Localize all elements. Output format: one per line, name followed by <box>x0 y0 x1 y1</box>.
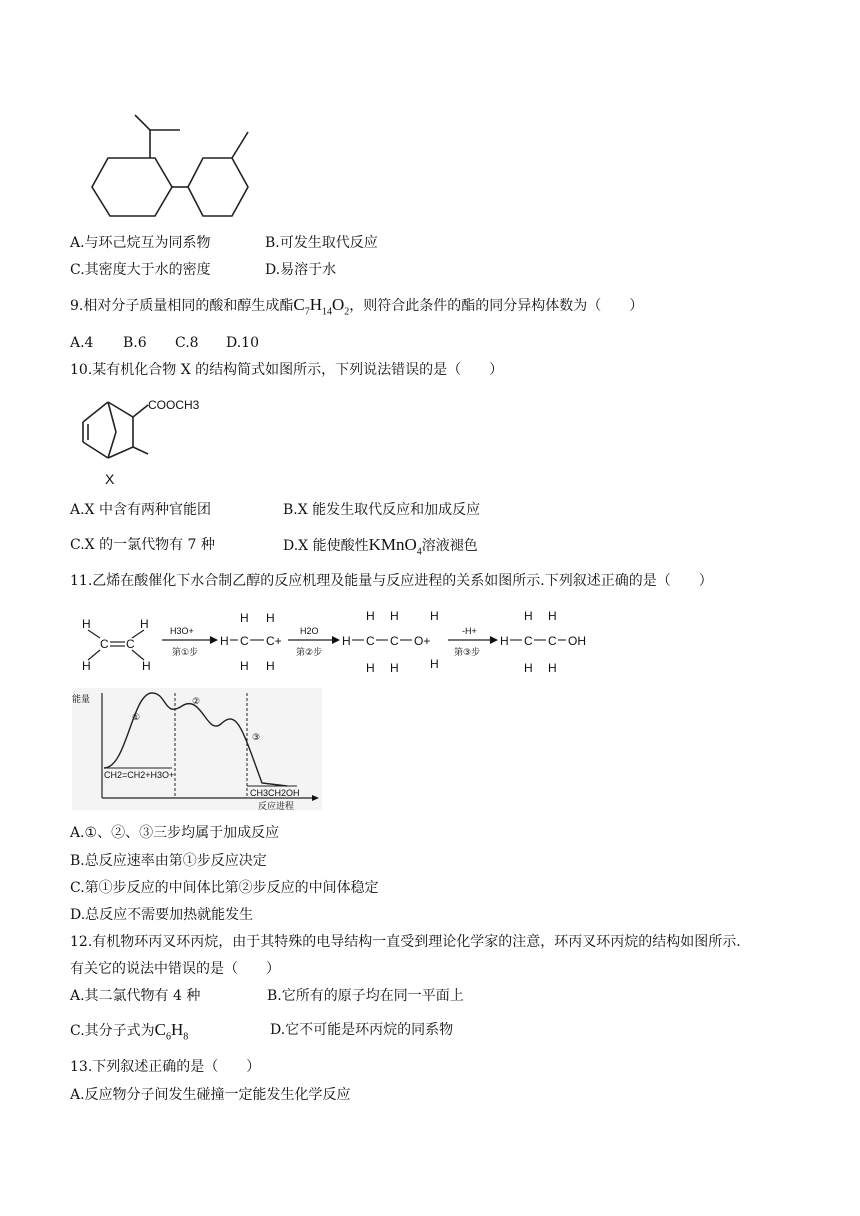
q9-option-a: A.4 <box>70 335 94 351</box>
q12-option-c <box>70 1021 188 1046</box>
svg-text:C: C <box>126 637 135 651</box>
svg-text:H: H <box>430 657 439 671</box>
q8-structure-figure <box>80 100 270 230</box>
q12-option-c-pre: C.其分子式为 <box>70 1023 155 1039</box>
q12-option-b: B.它所有的原子均在同一平面上 <box>267 988 464 1004</box>
q11-mechanism-scheme <box>70 600 590 680</box>
svg-text:C: C <box>240 634 249 648</box>
svg-text:H: H <box>220 634 229 648</box>
q12-stem-line2: 有关它的说法中错误的是（ ） <box>70 961 280 977</box>
q10-cooch3-label: COOCH3 <box>148 398 200 412</box>
q12-option-d: D.它不可能是环丙烷的同系物 <box>270 1022 454 1038</box>
svg-text:H: H <box>548 661 557 675</box>
svg-text:C: C <box>524 634 533 648</box>
svg-text:H: H <box>430 609 439 623</box>
step2-reagent: H2O <box>300 626 319 636</box>
q9-formula: $C_7H_{14}O_2$ <box>293 295 350 318</box>
svg-text:H: H <box>524 609 533 623</box>
svg-text:H: H <box>266 659 275 673</box>
svg-text:H: H <box>548 609 557 623</box>
svg-text:H: H <box>266 611 275 625</box>
q13-stem: 13.下列叙述正确的是（ ） <box>70 1059 261 1075</box>
svg-text:H: H <box>82 617 91 631</box>
progress-axis-label: 反应进程 <box>258 801 295 811</box>
energy-axis-label: 能量 <box>72 694 91 704</box>
q11-energy-diagram <box>72 688 322 810</box>
q10-stem: 10.某有机化合物 X 的结构简式如图所示，下列说法错误的是（ ） <box>70 362 504 378</box>
q12-stem-line1: 12.有机物环丙叉环丙烷，由于其特殊的电导结构一直受到理论化学家的注意，环丙叉环丙烷的结构如图所示. <box>70 934 741 950</box>
q9-stem <box>70 296 643 321</box>
svg-text:H: H <box>82 659 91 673</box>
q10-option-d-pre: D.X 能使酸性 <box>283 538 369 554</box>
step2-label: 第②步 <box>296 647 323 657</box>
q10-option-b: B.X 能发生取代反应和加成反应 <box>283 502 481 518</box>
q9-option-c: C.8 <box>175 335 199 351</box>
q9-stem-pre: 9.相对分子质量相同的酸和醇生成酯 <box>70 298 294 314</box>
svg-text:H: H <box>524 661 533 675</box>
q8-option-a: A.与环己烷互为同系物 <box>70 235 211 251</box>
product-label: CH3CH2OH <box>250 788 300 798</box>
q11-option-d: D.总反应不需要加热就能发生 <box>70 907 254 923</box>
svg-text:C: C <box>100 637 109 651</box>
q11-option-a: A.①、②、③三步均属于加成反应 <box>70 825 280 841</box>
peak1-label: ① <box>132 712 141 722</box>
svg-text:H: H <box>240 659 249 673</box>
svg-text:H: H <box>342 634 351 648</box>
step1-reagent: H3O+ <box>170 626 194 636</box>
q9-option-b: B.6 <box>123 335 147 351</box>
q10-option-a: A.X 中含有两种官能团 <box>70 502 211 518</box>
svg-text:C+: C+ <box>266 634 282 648</box>
q9-option-d: D.10 <box>226 335 259 351</box>
svg-text:OH: OH <box>568 634 586 648</box>
q10-structure-figure <box>78 392 218 492</box>
q13-option-a: A.反应物分子间发生碰撞一定能发生化学反应 <box>70 1087 351 1103</box>
peak2-label: ② <box>192 696 201 706</box>
q9-stem-post: ，则符合此条件的酯的同分异构体数为（ ） <box>349 298 644 314</box>
q10-x-label: X <box>105 471 115 487</box>
q12-option-a: A.其二氯代物有 4 种 <box>70 988 201 1004</box>
svg-text:C: C <box>366 634 375 648</box>
svg-text:H: H <box>500 634 509 648</box>
svg-text:H: H <box>366 609 375 623</box>
q11-stem: 11.乙烯在酸催化下水合制乙醇的反应机理及能量与反应进程的关系如图所示.下列叙述正确的是（ ） <box>70 573 713 589</box>
svg-text:H: H <box>142 659 151 673</box>
q10-option-d-formula: KMnO$_4$ <box>368 535 422 558</box>
svg-text:O+: O+ <box>414 634 431 648</box>
svg-text:H: H <box>390 661 399 675</box>
q11-option-b: B.总反应速率由第①步反应决定 <box>70 853 267 869</box>
svg-text:C: C <box>548 634 557 648</box>
q11-option-c: C.第①步反应的中间体比第②步反应的中间体稳定 <box>70 880 379 896</box>
q10-option-d <box>283 536 478 561</box>
step3-label: 第③步 <box>454 647 481 657</box>
q8-option-d: D.易溶于水 <box>265 262 337 278</box>
reactant-label: CH2=CH2+H3O+ <box>104 770 175 780</box>
step1-label: 第①步 <box>172 647 199 657</box>
svg-text:H: H <box>140 617 149 631</box>
svg-text:H: H <box>366 661 375 675</box>
q10-option-d-post: 溶液褪色 <box>421 538 478 554</box>
q8-option-b: B.可发生取代反应 <box>265 235 378 251</box>
svg-text:C: C <box>390 634 399 648</box>
q10-option-c: C.X 的一氯代物有 7 种 <box>70 537 215 553</box>
svg-text:H: H <box>240 611 249 625</box>
q8-option-c: C.其密度大于水的密度 <box>70 262 211 278</box>
step3-reagent: -H+ <box>462 626 477 636</box>
q12-option-c-formula: $C_6H_8$ <box>154 1020 189 1043</box>
peak3-label: ③ <box>252 732 261 742</box>
svg-text:H: H <box>390 609 399 623</box>
